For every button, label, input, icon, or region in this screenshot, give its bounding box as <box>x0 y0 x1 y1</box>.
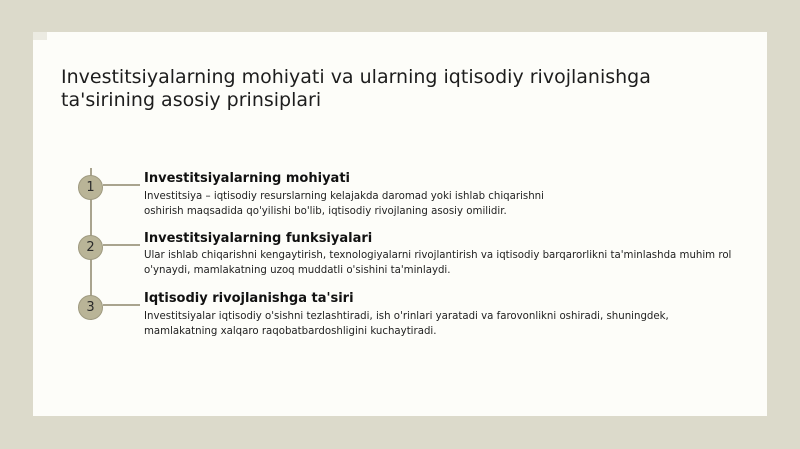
timeline-connector <box>103 244 140 246</box>
item-heading-3: Iqtisodiy rivojlanishga ta'siri <box>144 291 354 306</box>
item-heading-1: Investitsiyalarning mohiyati <box>144 171 350 186</box>
slide-corner-mark <box>33 32 47 40</box>
slide-title: Investitsiyalarning mohiyati va ularning iqtisodiy rivojlanishga ta'sirining asosiy prinsiplari <box>61 66 651 111</box>
step-badge-1: 1 <box>78 175 103 200</box>
step-badge-2: 2 <box>78 235 103 260</box>
item-heading-2: Investitsiyalarning funksiyalari <box>144 231 373 246</box>
step-badge-3: 3 <box>78 295 103 320</box>
item-text-2: Ular ishlab chiqarishni kengaytirish, texnologiyalarni rivojlantirish va iqtisodiy barqarorlikni ta'minlashda muhim rol o'ynaydi, mamlakatning uzoq muddatli o'sishini ta'minlaydi. <box>144 250 732 276</box>
timeline-connector <box>103 184 140 186</box>
timeline-connector <box>103 304 140 306</box>
item-text-3: Investitsiyalar iqtisodiy o'sishni tezlashtiradi, ish o'rinlari yaratadi va farovonlikni oshiradi, shuningdek, mamlakatning xalqaro raqobatbardoshligini kuchaytiradi. <box>144 311 669 337</box>
item-text-1: Investitsiya – iqtisodiy resurslarning kelajakda daromad yoki ishlab chiqarishni oshirish maqsadida qo'yilishi bo'lib, iqtisodiy rivojlaning asosiy omilidir. <box>144 191 544 217</box>
